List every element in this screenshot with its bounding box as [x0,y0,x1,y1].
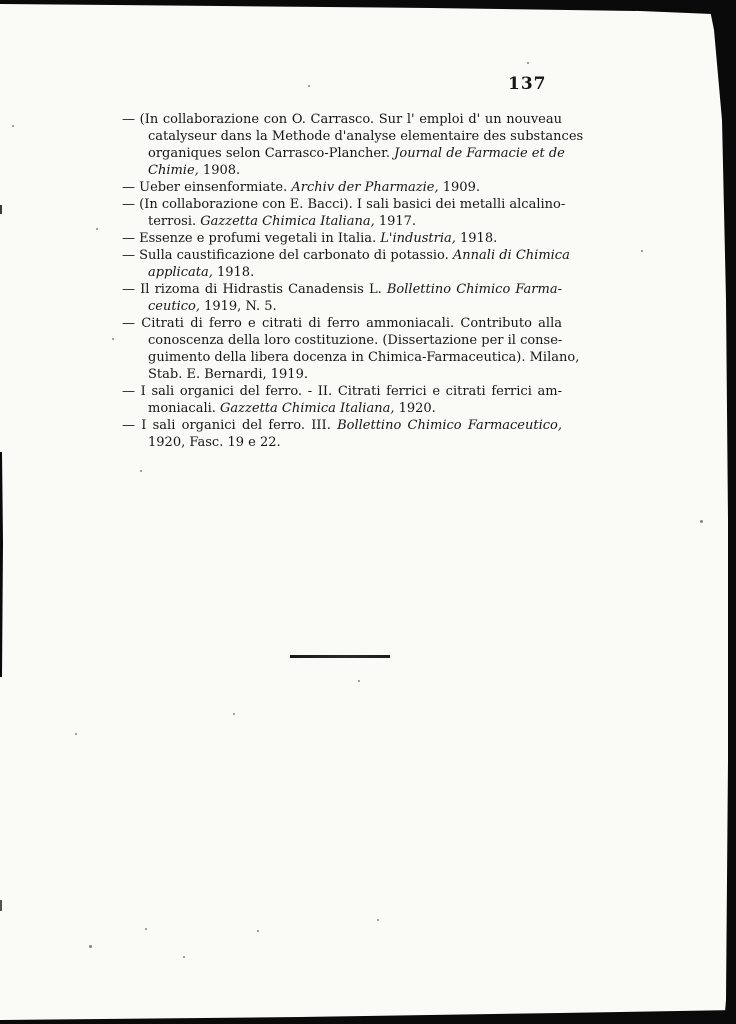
scan-speck [377,919,379,921]
bibliography-entry [122,111,584,179]
entry-text: — Il rizoma di Hidrastis Canadensis L. [122,282,387,297]
journal-title-text: Annali di Chimica [452,248,570,263]
entry-text: moniacali. [148,401,221,416]
entry-text: terrosi. [148,214,201,229]
entry-text: — Sulla caustificazione del carbonato di potassio. [122,248,453,263]
bibliography-line [122,145,565,162]
entry-text: — Citrati di ferro e citrati di ferro ammoniacali. Contributo alla [122,316,562,331]
journal-title-text: L'industria, [380,231,456,246]
bibliography-entry [122,315,580,383]
scan-speck [75,733,77,735]
entry-text: guimento della libera docenza in Chimica-Farmaceutica). Milano, [148,350,580,365]
bibliography-line [122,332,562,349]
scan-speck [96,228,98,230]
scan-speck [183,956,185,958]
scan-speck [112,338,114,340]
entry-text: 1909. [438,180,480,195]
bibliography-entry [122,230,562,247]
entry-text: — I sali organici del ferro. - II. Citrati ferrici e citrati ferrici am- [122,384,562,399]
entry-text: 1920, Fasc. 19 e 22. [148,435,281,450]
bibliography-line [122,196,566,213]
scan-edge-left-bar [0,452,3,677]
bibliography-line [122,349,580,366]
journal-title-text: applicata, [148,265,213,280]
bibliography-line [122,264,562,281]
entry-text: — I sali organici del ferro. III. [122,418,338,433]
bibliography-entry [122,179,562,196]
entry-text: 1918. [455,231,498,246]
journal-title-text: Journal de Farmacie et de [394,146,565,161]
scan-speck [527,62,529,64]
bibliography-entry [122,281,562,315]
entry-text: 1918. [212,265,255,280]
entry-text: 1920. [394,401,436,416]
bibliography-line [122,366,562,383]
scan-edge-left-tick [0,900,2,911]
journal-title-text: Archiv der Pharmazie, [291,180,439,195]
bibliography-line [122,179,562,196]
entry-text: — Ueber einsenformiate. [122,180,292,195]
scan-speck [358,680,360,682]
journal-title-text: ceutico, [148,299,200,314]
bibliography-line [122,434,562,451]
scan-edge-top [0,0,736,16]
entry-text: conoscenza della loro costituzione. (Dissertazione per il conse- [148,333,563,348]
journal-title-text: Gazzetta Chimica Italiana, [200,214,375,229]
entry-text: 1917. [374,214,417,229]
section-divider-rule [290,655,390,658]
journal-title-text: Chimie, [148,163,199,178]
entry-text: 1908. [198,163,241,178]
scan-speck [145,928,147,930]
bibliography-entry [122,383,562,417]
scan-speck [140,470,142,472]
journal-title-text: Bollettino Chimico Farma- [386,282,562,297]
bibliography-line [122,111,562,128]
bibliography-line [122,417,562,434]
scan-edge-bottom [0,1006,736,1024]
bibliography-line [122,281,562,298]
scan-speck [233,713,235,715]
entry-text: — Essenze e profumi vegetali in Italia. [122,231,381,246]
entry-text: organiques selon Carrasco-Plancher. [148,146,395,161]
entry-text: Stab. E. Bernardi, 1919. [148,367,308,382]
scan-edge-left-tick [0,205,2,214]
entry-text: — (In collaborazione con E. Bacci). I sali basici dei metalli alcalino- [122,197,566,212]
bibliography-line [122,298,562,315]
bibliography-entry [122,247,570,281]
scan-speck [700,520,703,523]
bibliography-line [122,213,562,230]
bibliography-line [122,128,584,145]
bibliography-entry [122,417,562,451]
journal-title-text: Gazzetta Chimica Italiana, [220,401,395,416]
scan-speck [89,945,92,948]
entry-text: — (In collaborazione con O. Carrasco. Sur l' emploi d' un nouveau [122,112,562,127]
bibliography-list [122,111,584,451]
journal-title-text: Bollettino Chimico Farmaceutico, [337,418,562,433]
scan-speck [641,250,643,252]
page-number: 137 [508,74,547,94]
scan-speck [12,125,14,127]
bibliography-line [122,315,562,332]
bibliography-entry [122,196,566,230]
scan-speck [257,930,259,932]
entry-text: 1919, N. 5. [199,299,277,314]
scan-speck [308,85,310,87]
scan-edge-right [700,0,736,1024]
bibliography-line [122,230,562,247]
entry-text: catalyseur dans la Methode d'analyse elementaire des substances [148,129,584,144]
bibliography-line [122,383,562,400]
bibliography-line [122,247,570,264]
bibliography-line [122,162,562,179]
bibliography-line [122,400,562,417]
